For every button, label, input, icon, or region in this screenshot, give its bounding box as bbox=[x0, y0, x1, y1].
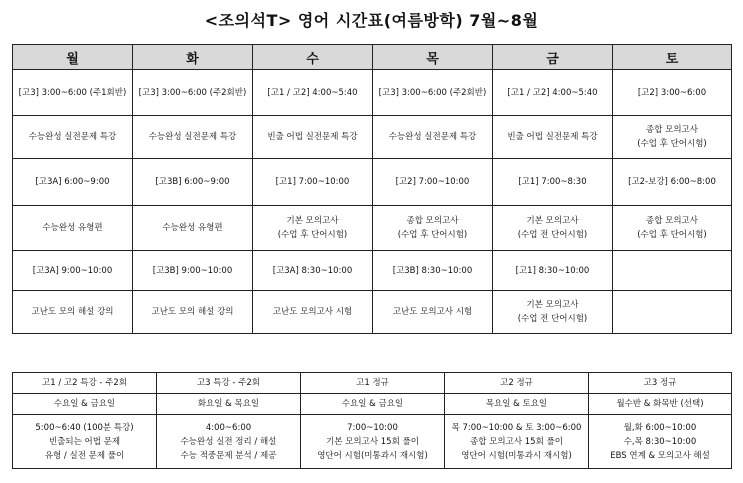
schedule-row bbox=[13, 206, 732, 251]
cell-line: [고2] 3:00~6:00 bbox=[637, 87, 707, 98]
cell-line: 종합 모의고사 15회 풀이 bbox=[470, 436, 563, 447]
class-content-cell bbox=[13, 206, 133, 251]
cell-line: 수능완성 유형편 bbox=[42, 223, 103, 233]
class-content-cell bbox=[373, 291, 493, 334]
class-content-cell bbox=[253, 291, 373, 334]
cell-line: [고1] 8:30~10:00 bbox=[515, 265, 590, 276]
cell-line: 종합 모의고사 bbox=[646, 216, 698, 226]
cell-line: [고3A] 9:00~10:00 bbox=[32, 265, 113, 276]
class-content-cell bbox=[493, 116, 613, 159]
cell-line: 유형 / 실전 문제 풀이 bbox=[44, 450, 125, 461]
class-time-cell bbox=[613, 159, 732, 206]
cell-line: 기본 모의고사 bbox=[526, 216, 579, 226]
cell-line: [고1 / 고2] 4:00~5:40 bbox=[267, 87, 358, 98]
cell-line: 수능완성 유형편 bbox=[162, 223, 223, 233]
cell-line: 빈출 어법 실전문제 특강 bbox=[267, 132, 358, 142]
day-header-sat: 토 bbox=[613, 45, 732, 70]
cell-line: (수업 전 단어시험) bbox=[517, 314, 588, 324]
summary-header: 고1 정규 bbox=[301, 373, 445, 394]
class-time-cell bbox=[493, 159, 613, 206]
class-time-cell bbox=[493, 70, 613, 116]
day-header-thu: 목 bbox=[373, 45, 493, 70]
cell-line: (수업 후 단어시험) bbox=[397, 230, 468, 240]
cell-line: (수업 후 단어시험) bbox=[277, 230, 348, 240]
summary-days: 월수반 & 화목반 (선택) bbox=[589, 394, 732, 415]
cell-line: 목 7:00~10:00 & 토 3:00~6:00 bbox=[451, 422, 582, 433]
cell-line: 빈출 어법 실전문제 특강 bbox=[507, 132, 598, 142]
cell-line: 7:00~10:00 bbox=[347, 422, 398, 433]
schedule-row bbox=[13, 251, 732, 291]
class-time-cell bbox=[613, 251, 732, 291]
class-time-cell bbox=[133, 251, 253, 291]
cell-line: 수능 적중문제 분석 / 제공 bbox=[180, 450, 277, 461]
cell-line: 월,화 6:00~10:00 bbox=[623, 422, 697, 433]
cell-line: [고3B] 9:00~10:00 bbox=[152, 265, 233, 276]
weekly-schedule-table bbox=[12, 44, 732, 334]
class-content-cell bbox=[373, 116, 493, 159]
class-time-cell bbox=[373, 251, 493, 291]
cell-line: 5:00~6:40 (100분 특강) bbox=[35, 422, 134, 433]
summary-detail bbox=[445, 415, 589, 469]
cell-line: 기본 모의고사 15회 풀이 bbox=[326, 436, 419, 447]
summary-header: 고3 특강 - 주2회 bbox=[157, 373, 301, 394]
class-content-cell bbox=[613, 291, 732, 334]
schedule-row bbox=[13, 159, 732, 206]
cell-line: [고1 / 고2] 4:00~5:40 bbox=[507, 87, 598, 98]
summary-days: 화요일 & 목요일 bbox=[157, 394, 301, 415]
cell-line: 영단어 시험(미통과시 재시험) bbox=[317, 450, 428, 461]
cell-line: 수능완성 실전문제 특강 bbox=[28, 132, 117, 142]
cell-line: [고3] 3:00~6:00 (주2회반) bbox=[378, 87, 487, 98]
class-time-cell bbox=[13, 70, 133, 116]
cell-line: (수업 전 단어시험) bbox=[517, 230, 588, 240]
class-content-cell bbox=[253, 206, 373, 251]
class-content-cell bbox=[493, 291, 613, 334]
cell-line: [고3] 3:00~6:00 (주2회반) bbox=[138, 87, 247, 98]
cell-line: EBS 연계 & 모의고사 해설 bbox=[610, 450, 710, 461]
day-header-tue: 화 bbox=[133, 45, 253, 70]
class-content-cell bbox=[13, 116, 133, 159]
class-content-cell bbox=[253, 116, 373, 159]
class-content-cell bbox=[613, 116, 732, 159]
cell-line: [고3B] 8:30~10:00 bbox=[392, 265, 473, 276]
cell-line: 수능완성 실전 정리 / 해설 bbox=[180, 436, 277, 447]
cell-line: 기본 모의고사 bbox=[526, 300, 579, 310]
summary-detail bbox=[301, 415, 445, 469]
class-content-cell bbox=[373, 206, 493, 251]
cell-line: [고2] 7:00~10:00 bbox=[395, 177, 470, 187]
summary-days-row bbox=[13, 394, 732, 415]
course-summary-table bbox=[12, 372, 732, 469]
class-time-cell bbox=[13, 251, 133, 291]
summary-detail bbox=[589, 415, 732, 469]
cell-line: 종합 모의고사 bbox=[406, 216, 459, 226]
class-time-cell bbox=[133, 159, 253, 206]
cell-line: 빈출되는 어법 문제 bbox=[48, 436, 121, 447]
schedule-row bbox=[13, 291, 732, 334]
cell-line: 수능완성 실전문제 특강 bbox=[388, 132, 477, 142]
cell-line: 고난도 모의 해설 강의 bbox=[151, 307, 234, 317]
class-content-cell bbox=[133, 116, 253, 159]
summary-days: 수요일 & 금요일 bbox=[13, 394, 157, 415]
class-time-cell bbox=[373, 159, 493, 206]
class-content-cell bbox=[493, 206, 613, 251]
summary-detail bbox=[157, 415, 301, 469]
cell-line: 영단어 시험(미통과시 재시험) bbox=[461, 450, 572, 461]
cell-line: 4:00~6:00 bbox=[205, 422, 252, 433]
cell-line: 수,목 8:30~10:00 bbox=[623, 436, 697, 447]
cell-line: [고3B] 6:00~9:00 bbox=[155, 177, 230, 187]
summary-header-row bbox=[13, 373, 732, 394]
summary-header: 고1 / 고2 특강 - 주2회 bbox=[13, 373, 157, 394]
schedule-row bbox=[13, 116, 732, 159]
cell-line: 고난도 모의고사 시험 bbox=[392, 307, 473, 317]
summary-header: 고3 정규 bbox=[589, 373, 732, 394]
day-header-mon: 월 bbox=[13, 45, 133, 70]
day-header-wed: 수 bbox=[253, 45, 373, 70]
schedule-row bbox=[13, 70, 732, 116]
summary-days: 수요일 & 금요일 bbox=[301, 394, 445, 415]
class-time-cell bbox=[133, 70, 253, 116]
cell-line: (수업 후 단어시험) bbox=[637, 139, 707, 149]
day-header-row bbox=[13, 45, 732, 70]
page-title: <조의석T> 영어 시간표(여름방학) 7월~8월 bbox=[204, 11, 539, 30]
cell-line: [고3A] 6:00~9:00 bbox=[35, 177, 110, 187]
class-time-cell bbox=[493, 251, 613, 291]
cell-line: 고난도 모의 해설 강의 bbox=[31, 307, 114, 317]
class-time-cell bbox=[253, 70, 373, 116]
class-time-cell bbox=[253, 251, 373, 291]
summary-detail-row bbox=[13, 415, 732, 469]
summary-days: 목요일 & 토요일 bbox=[445, 394, 589, 415]
class-time-cell bbox=[613, 70, 732, 116]
day-header-fri: 금 bbox=[493, 45, 613, 70]
cell-line: 종합 모의고사 bbox=[646, 125, 698, 135]
cell-line: [고1] 7:00~8:30 bbox=[518, 177, 587, 187]
cell-line: 기본 모의고사 bbox=[286, 216, 339, 226]
class-content-cell bbox=[613, 206, 732, 251]
cell-line: [고2-보강] 6:00~8:00 bbox=[628, 177, 716, 187]
summary-detail bbox=[13, 415, 157, 469]
class-time-cell bbox=[373, 70, 493, 116]
cell-line: [고1] 7:00~10:00 bbox=[275, 177, 350, 187]
cell-line: [고3] 3:00~6:00 (주1회반) bbox=[18, 87, 127, 98]
class-time-cell bbox=[13, 159, 133, 206]
summary-header: 고2 정규 bbox=[445, 373, 589, 394]
class-content-cell bbox=[13, 291, 133, 334]
cell-line: [고3A] 8:30~10:00 bbox=[272, 265, 353, 276]
class-content-cell bbox=[133, 206, 253, 251]
cell-line: (수업 후 단어시험) bbox=[637, 230, 707, 240]
class-time-cell bbox=[253, 159, 373, 206]
class-content-cell bbox=[133, 291, 253, 334]
cell-line: 고난도 모의고사 시험 bbox=[272, 307, 353, 317]
cell-line: 수능완성 실전문제 특강 bbox=[148, 132, 237, 142]
